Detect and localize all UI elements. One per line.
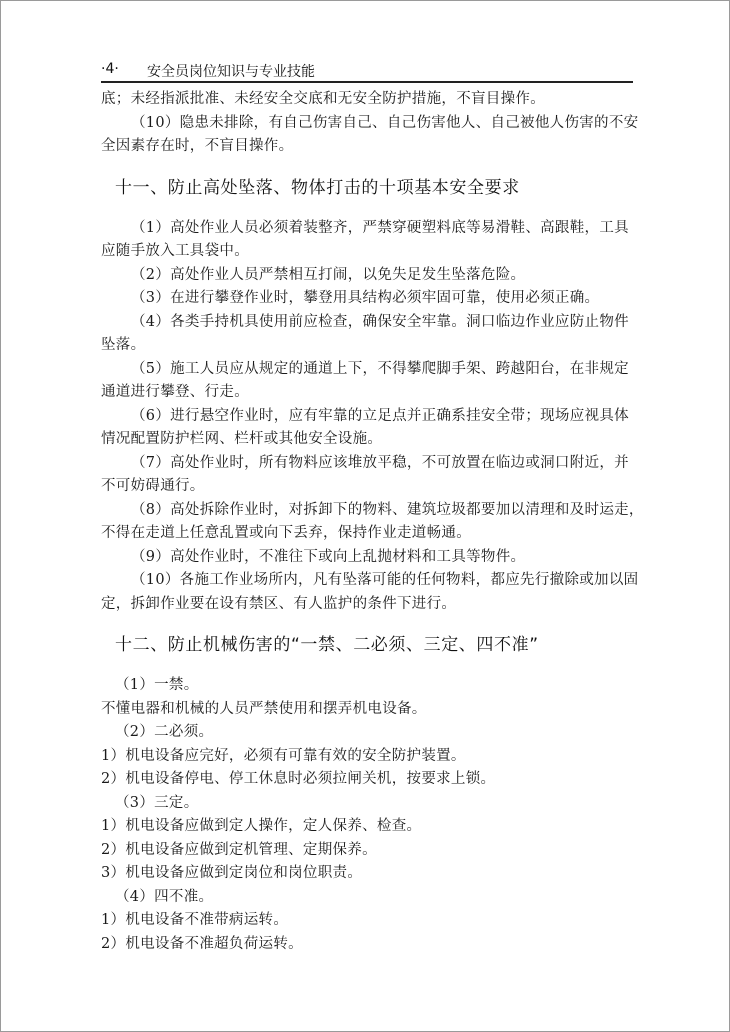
running-header [101, 61, 631, 79]
text-line: 通道进行攀登、行走。 [101, 384, 249, 400]
page-body [101, 88, 644, 956]
text-line: 1）机电设备应完好，必须有可靠有效的安全防护装置。 [101, 747, 466, 764]
text-line: （4）各类手持机具使用前应检查，确保安全牢靠。洞口临边作业应防止物件 [131, 313, 629, 330]
text-line: 不懂电器和机械的人员严禁使用和摆弄机电设备。 [101, 700, 427, 717]
text-line: （10）各施工作业场所内，凡有坠落可能的任何物料，都应先行撤除或加以固 [131, 572, 639, 588]
text-line: （7）高处作业时，所有物料应该堆放平稳，不可放置在临边或洞口附近，并 [131, 454, 629, 471]
text-line: （2）高处作业人员严禁相互打闹，以免失足发生坠落危险。 [131, 266, 526, 283]
text-line: 坠落。 [101, 337, 146, 353]
text-line: 不得在走道上任意乱置或向下丢弃，保持作业走道畅通。 [101, 525, 471, 541]
text-line: 定，拆卸作业要在设有禁区、有人监护的条件下进行。 [101, 595, 457, 612]
text-line: 3）机电设备应做到定岗位和岗位职责。 [101, 865, 363, 881]
text-line: 不可妨碍通行。 [101, 478, 205, 494]
text-line: （6）进行悬空作业时，应有牢靠的立足点并正确系挂安全带；现场应视具体 [131, 407, 629, 424]
text-line: 应随手放入工具袋中。 [101, 243, 249, 259]
page-number: ·4· [101, 61, 119, 77]
text-line: （1）一禁。 [115, 677, 199, 693]
text-line: （9）高处作业时，不准往下或向上乱抛材料和工具等物件。 [131, 548, 526, 565]
section-heading-11: 十一、防止高处坠落、物体打击的十项基本安全要求 [115, 177, 520, 198]
book-title: 安全员岗位知识与专业技能 [147, 64, 315, 80]
text-line: 2）机电设备不准超负荷运转。 [101, 935, 303, 952]
text-line: （1）高处作业人员必须着装整齐，严禁穿硬塑料底等易滑鞋、高跟鞋，工具 [131, 219, 629, 236]
text-line: 2）机电设备停电、停工休息时必须拉闸关机，按要求上锁。 [101, 771, 496, 787]
text-line: 全因素存在时，不盲目操作。 [101, 138, 294, 154]
text-line: （2）二必须。 [115, 724, 214, 740]
text-line: 1）机电设备不准带病运转。 [101, 912, 289, 928]
text-line: 情况配置防护栏网、栏杆或其他安全设施。 [101, 431, 383, 447]
text-line: 2）机电设备应做到定机管理、定期保养。 [101, 841, 377, 858]
text-line: （4）四不准。 [115, 888, 214, 905]
text-line: （3）三定。 [115, 794, 199, 811]
header-rule [101, 81, 633, 83]
text-line: （5）施工人员应从规定的通道上下，不得攀爬脚手架、跨越阳台，在非规定 [131, 360, 629, 377]
text-line: （3）在进行攀登作业时，攀登用具结构必须牢固可靠，使用必须正确。 [131, 290, 600, 306]
text-line: 1）机电设备应做到定人操作，定人保养、检查。 [101, 818, 422, 834]
text-line: （10）隐患未排除，有自己伤害自己、自己伤害他人、自己被他人伤害的不安 [131, 114, 639, 131]
text-line: 底；未经指派批准、未经安全交底和无安全防护措施，不盲目操作。 [101, 91, 545, 107]
text-line: （8）高处拆除作业时，对拆卸下的物料、建筑垃圾都要加以清理和及时运走， [131, 501, 644, 518]
section-heading-12: 十二、防止机械伤害的“一禁、二必须、三定、四不准” [115, 635, 539, 655]
